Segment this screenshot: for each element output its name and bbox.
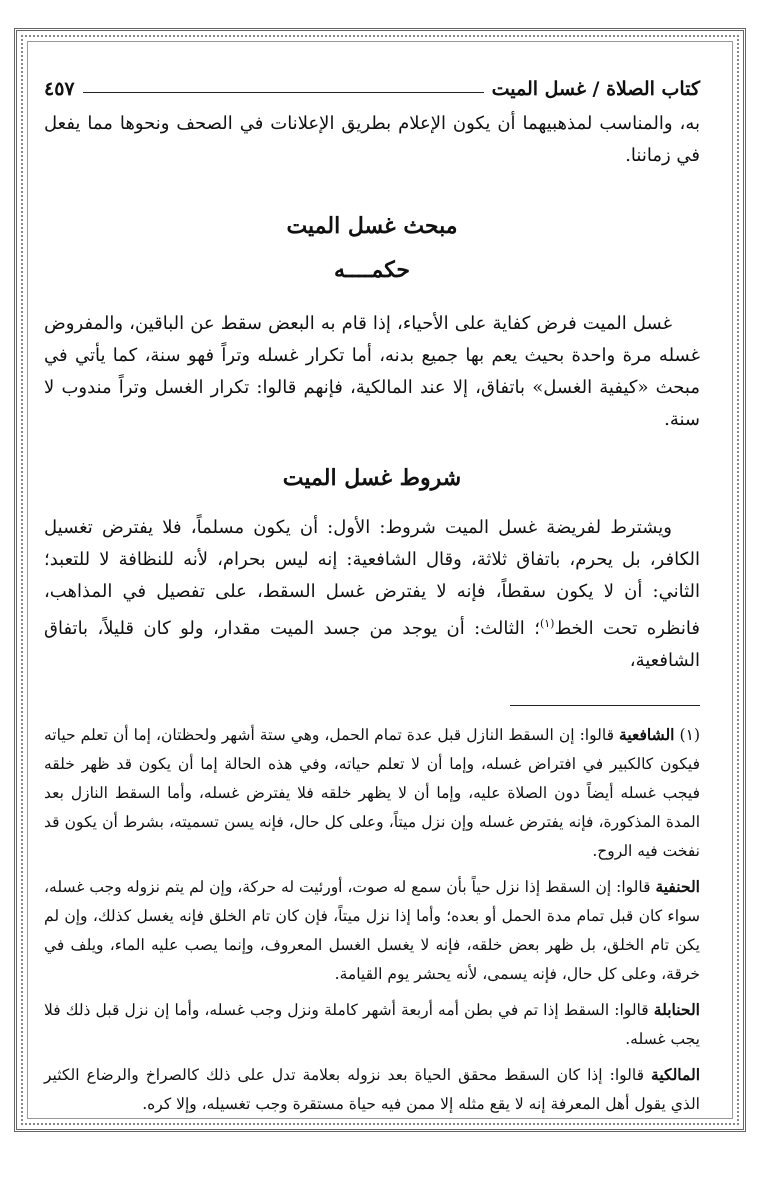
page-number: ٤٥٧ bbox=[44, 78, 75, 100]
chapter-title: كتاب الصلاة / غسل الميت bbox=[491, 78, 700, 100]
conditions-text: ويشترط لفريضة غسل الميت شروط: الأول: أن يكون مسلماً، فلا يفترض تغسيل الكافر، بل يحرم، باتفاق ثلاثة، وقال الشافعية: إنه ليس بحرام، لأنه للنظافة لا للتعبد؛ الثاني: أن لا يكون سقطاً، فإنه لا يفترض غسل السقط، على تفصيل في المذاهب، فانظره تحت الخط bbox=[44, 517, 700, 639]
intro-paragraph: به، والمناسب لمذهبيهما أن يكون الإعلام بطريق الإعلانات في الصحف ونحوها مما يفعل في زماننا. bbox=[44, 113, 700, 166]
footnote-hanbali bbox=[44, 995, 700, 1054]
school-name: الشافعية bbox=[619, 725, 675, 744]
subsection-title: حكمــــه bbox=[333, 257, 411, 283]
conditions-title: شروط غسل الميت bbox=[282, 465, 462, 491]
school-name: الحنابلة bbox=[653, 1000, 700, 1019]
ruling-paragraph: غسل الميت فرض كفاية على الأحياء، إذا قام به البعض سقط عن الباقين، والمفروض غسله مرة واحدة بحيث يعم بها جميع بدنه، أما تكرار غسله وتراً فهو سنة، كما يأتي في مبحث «كيفية الغسل» باتفاق، إلا عند المالكية، فإنهم قالوا: تكرار الغسل وتراً مندوب لا سنة. bbox=[44, 313, 700, 430]
footnote-text: قالوا: السقط إذا تم في بطن أمه أربعة أشهر كاملة ونزل وجب غسله، وأما إن نزل قبل ذلك فلا يجب غسله. bbox=[44, 1001, 700, 1048]
conditions-text-end: ؛ الثالث: أن يوجد من جسد الميت مقدار، ولو كان قليلاً، باتفاق الشافعية، bbox=[44, 618, 700, 671]
section-title: مبحث غسل الميت bbox=[286, 213, 458, 239]
footnote-hanafi bbox=[44, 872, 700, 989]
footnote-text: قالوا: إن السقط إذا نزل حياً بأن سمع له صوت، أورئيت له حركة، وإن لم يتم نزوله وجب غسله، سواء كان قبل تمام مدة الحمل أو بعده؛ وأما إذا نزل ميتاً، فإن كان تام الخلق فإنه يغسل كذلك، وإن لم يكن تام الخلق، بل ظهر بعض خلقه، فإنه لا يغسل الغسل المعروف، وإنما يصب عليه الماء، ويلف في خرقة، وعلى كل حال، فإنه يسمى، لأنه يحشر يوم القيامة. bbox=[44, 878, 700, 983]
footnote-text: قالوا: إذا كان السقط محقق الحياة بعد نزوله بعلامة تدل على ذلك كالصراخ والرضاع الكثير الذي يقول أهل المعرفة إنه لا يقع مثله إلا ممن فيه حياة مستقرة وجب تغسيله، وإلا كره. bbox=[44, 1066, 700, 1113]
school-name: الحنفية bbox=[655, 877, 700, 896]
footnote-shafii bbox=[44, 720, 700, 866]
running-header bbox=[44, 66, 700, 100]
footnote-separator bbox=[510, 705, 700, 706]
page-content bbox=[44, 66, 700, 1113]
conditions-paragraph bbox=[44, 512, 700, 677]
footnote-number: (١) bbox=[679, 726, 700, 744]
footnote-text: قالوا: إن السقط النازل قبل عدة تمام الحمل، وهي ستة أشهر ولحظتان، إما أن تعلم حياته فيكون كالكبير في افتراض غسله، وإما أن لا تعلم حياته، وفي هذه الحالة إما أن يكون قد ظهر خلقه فيجب غسله أيضاً دون الصلاة عليه، وإما أن لا يظهر خلقه فلا يفترض غسله، وأما السقط النازل بعد المدة المذكورة، فإنه يفترض غسله وإن نزل ميتاً، وعلى كل حال، فإنه يسن تسميته، بشرط أن يكون قد نفخت فيه الروح. bbox=[44, 726, 700, 860]
footnote-marker[interactable]: (١) bbox=[539, 617, 555, 630]
school-name: المالكية bbox=[651, 1065, 700, 1084]
footnote-maliki bbox=[44, 1060, 700, 1119]
header-rule bbox=[83, 92, 484, 93]
